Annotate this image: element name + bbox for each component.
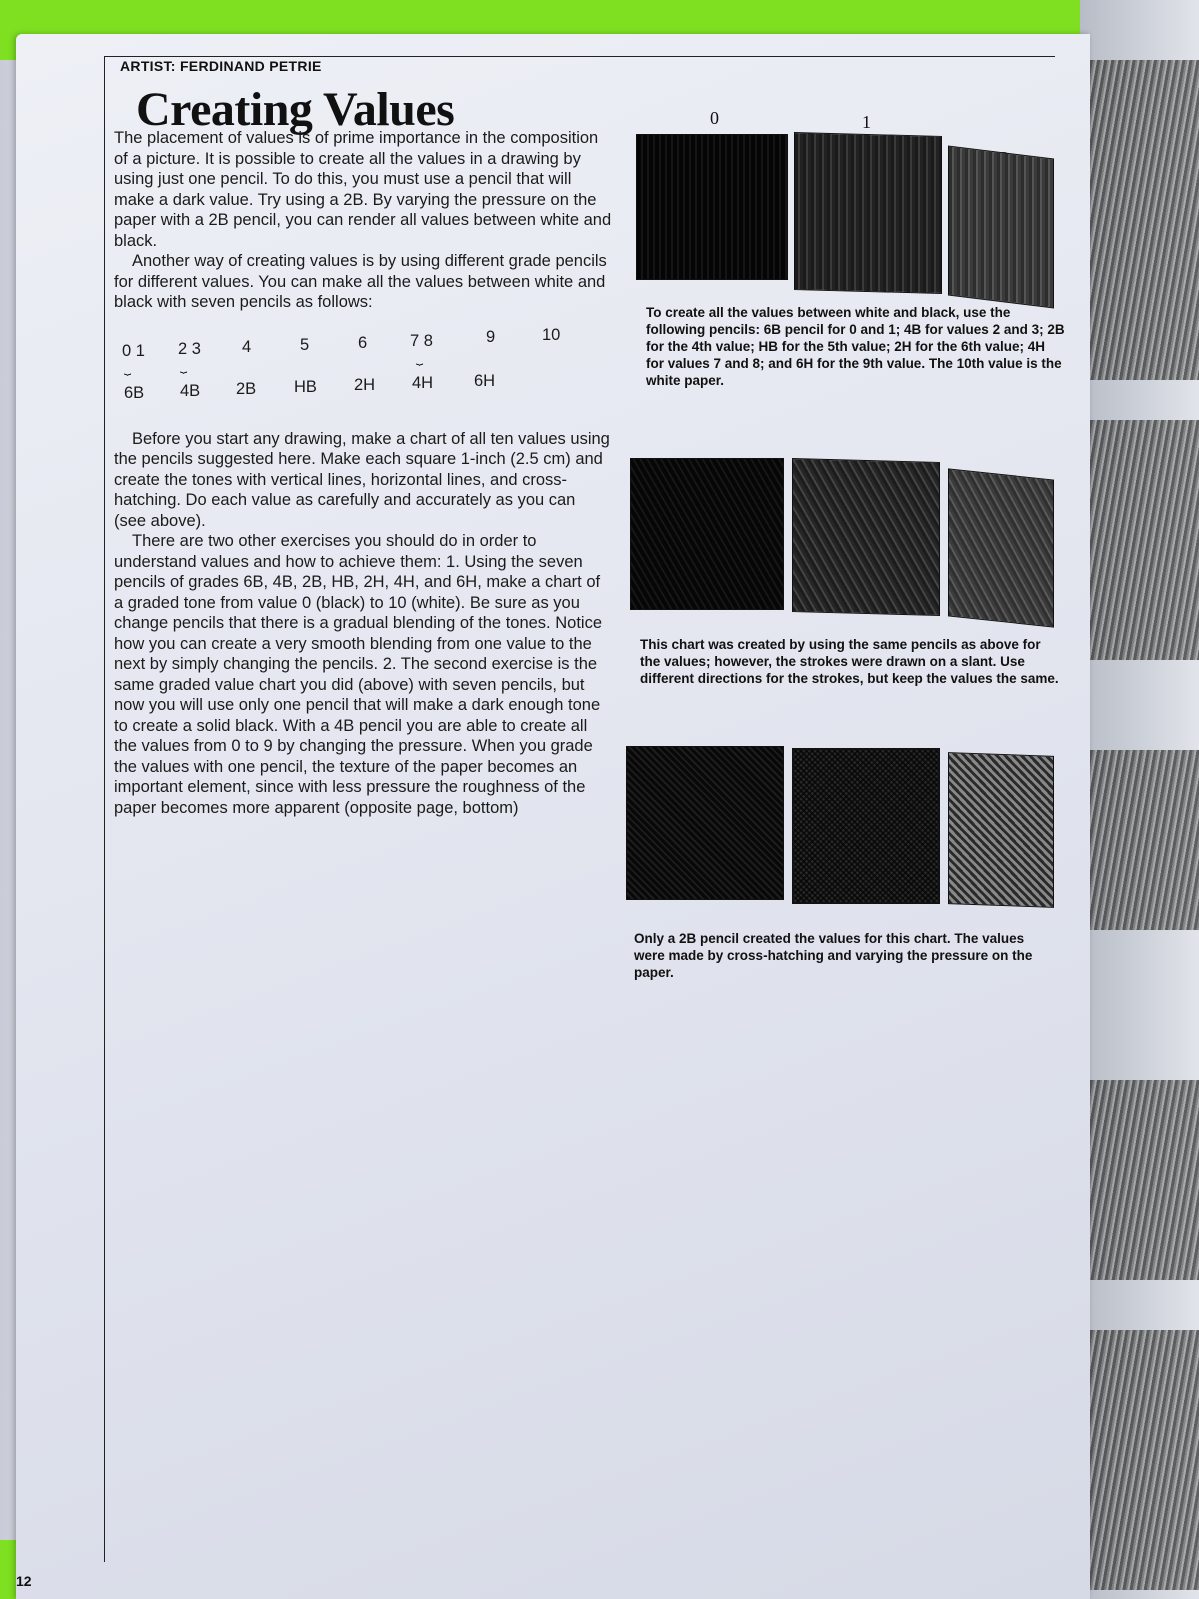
value-label: 1: [862, 112, 871, 132]
opposite-chart-strip: [1090, 420, 1199, 660]
pencil-grade: 6H: [474, 371, 496, 390]
body-text: [114, 128, 612, 818]
pencil-grade-table: [114, 323, 612, 417]
paragraph: Another way of creating values is by using different grade pencils for different values. You can make all the values between white and black with seven pencils as follows:: [114, 252, 607, 311]
page-number: 12: [16, 1573, 32, 1589]
brace-mark: ⏟: [416, 350, 424, 365]
paragraph: There are two other exercises you should do in order to understand values and how to achieve them: 1. Using the seven pencils of grades 6B, 4B, 2B, HB, 2H, 4H, and 6H, make a chart of a graded tone from value 0 (black) to 10 (white). Be sure as you change pencils that there is a gradual blending of the tones. Notice how you can create a very smooth blending from one value to the next by simply changing the pencils. 2. The second exercise is the same graded value chart you did (above) with seven pencils, but now you will use only one pencil that will make a dark enough tone to create a solid black. With a 4B pencil you are able to create all the values from 0 to 9 by changing the pressure. When you grade the values with one pencil, the texture of the paper becomes an important element, since with less pressure the roughness of the paper becomes more apparent (opposite page, bottom): [114, 532, 602, 817]
value-square-crosshatch: [626, 746, 784, 900]
grade-value: 5: [300, 335, 310, 354]
grade-value: 4: [242, 337, 252, 356]
value-square-vertical: [636, 134, 788, 280]
value-label: 0: [710, 108, 719, 128]
pencil-grade: 4H: [412, 373, 434, 392]
value-square-slanted: [630, 458, 784, 610]
brace-mark: ⏟: [180, 358, 188, 373]
value-square-slanted: [792, 458, 940, 616]
paragraph: Before you start any drawing, make a chart of all ten values using the pencils suggested here. Make each square 1-inch (2.5 cm) and create the tones with vertical lines, horizontal lines, and cross-hatching. Do each value as carefully and accurately as you can (see above).: [114, 429, 610, 530]
value-charts: [630, 100, 1080, 1000]
grade-value: 9: [486, 327, 496, 346]
grade-value: 2 3: [178, 339, 201, 358]
paragraph: The placement of values is of prime importance in the composition of a picture. It is possible to create all the values in a drawing by using just one pencil. To do this, you must use a pencil that will make a dark value. Try using a 2B. By varying the pressure on the paper with a 2B pencil, you can render all values between white and black.: [114, 129, 612, 250]
opposite-chart-strip: [1090, 60, 1199, 380]
chart-caption: This chart was created by using the same pencils as above for the values; however, the strokes were drawn on a slant. Use different directions for the strokes, but keep the values the same.: [640, 637, 1059, 686]
grade-value: 7 8: [410, 331, 433, 350]
value-square-crosshatch: [948, 752, 1054, 908]
opposite-chart-strip: [1090, 750, 1199, 930]
opposite-chart-strip: [1090, 1330, 1199, 1590]
pencil-grade: 4B: [180, 381, 201, 400]
value-square-crosshatch: [792, 748, 940, 904]
brace-mark: ⏟: [124, 360, 132, 375]
grade-value: 10: [542, 325, 561, 344]
pencil-grade: HB: [294, 377, 317, 396]
artist-credit: ARTIST: FERDINAND PETRIE: [120, 58, 322, 74]
value-square-slanted: [948, 468, 1054, 627]
opposite-page: [1080, 0, 1199, 1599]
pencil-grade: 2B: [236, 379, 257, 398]
value-square-vertical: [948, 145, 1054, 308]
grade-value: 0 1: [122, 341, 145, 360]
opposite-chart-strip: [1090, 1080, 1199, 1280]
chart-caption: Only a 2B pencil created the values for this chart. The values were made by cross-hatching and varying the pressure on the paper.: [634, 931, 1033, 980]
page-title: Creating Values: [136, 83, 455, 136]
pencil-grade: 2H: [354, 375, 376, 394]
pencil-grade: 6B: [124, 383, 145, 402]
chart-caption: To create all the values between white and black, use the following pencils: 6B pencil for 0 and 1; 4B for values 2 and 3; 2B for the 4th value; HB for the 5th value; 2H for the 6th value; 4H for values 7 and 8; and 6H for the 9th value. The 10th value is the white paper.: [646, 305, 1065, 388]
value-square-vertical: [794, 132, 942, 294]
grade-value: 6: [358, 333, 368, 352]
